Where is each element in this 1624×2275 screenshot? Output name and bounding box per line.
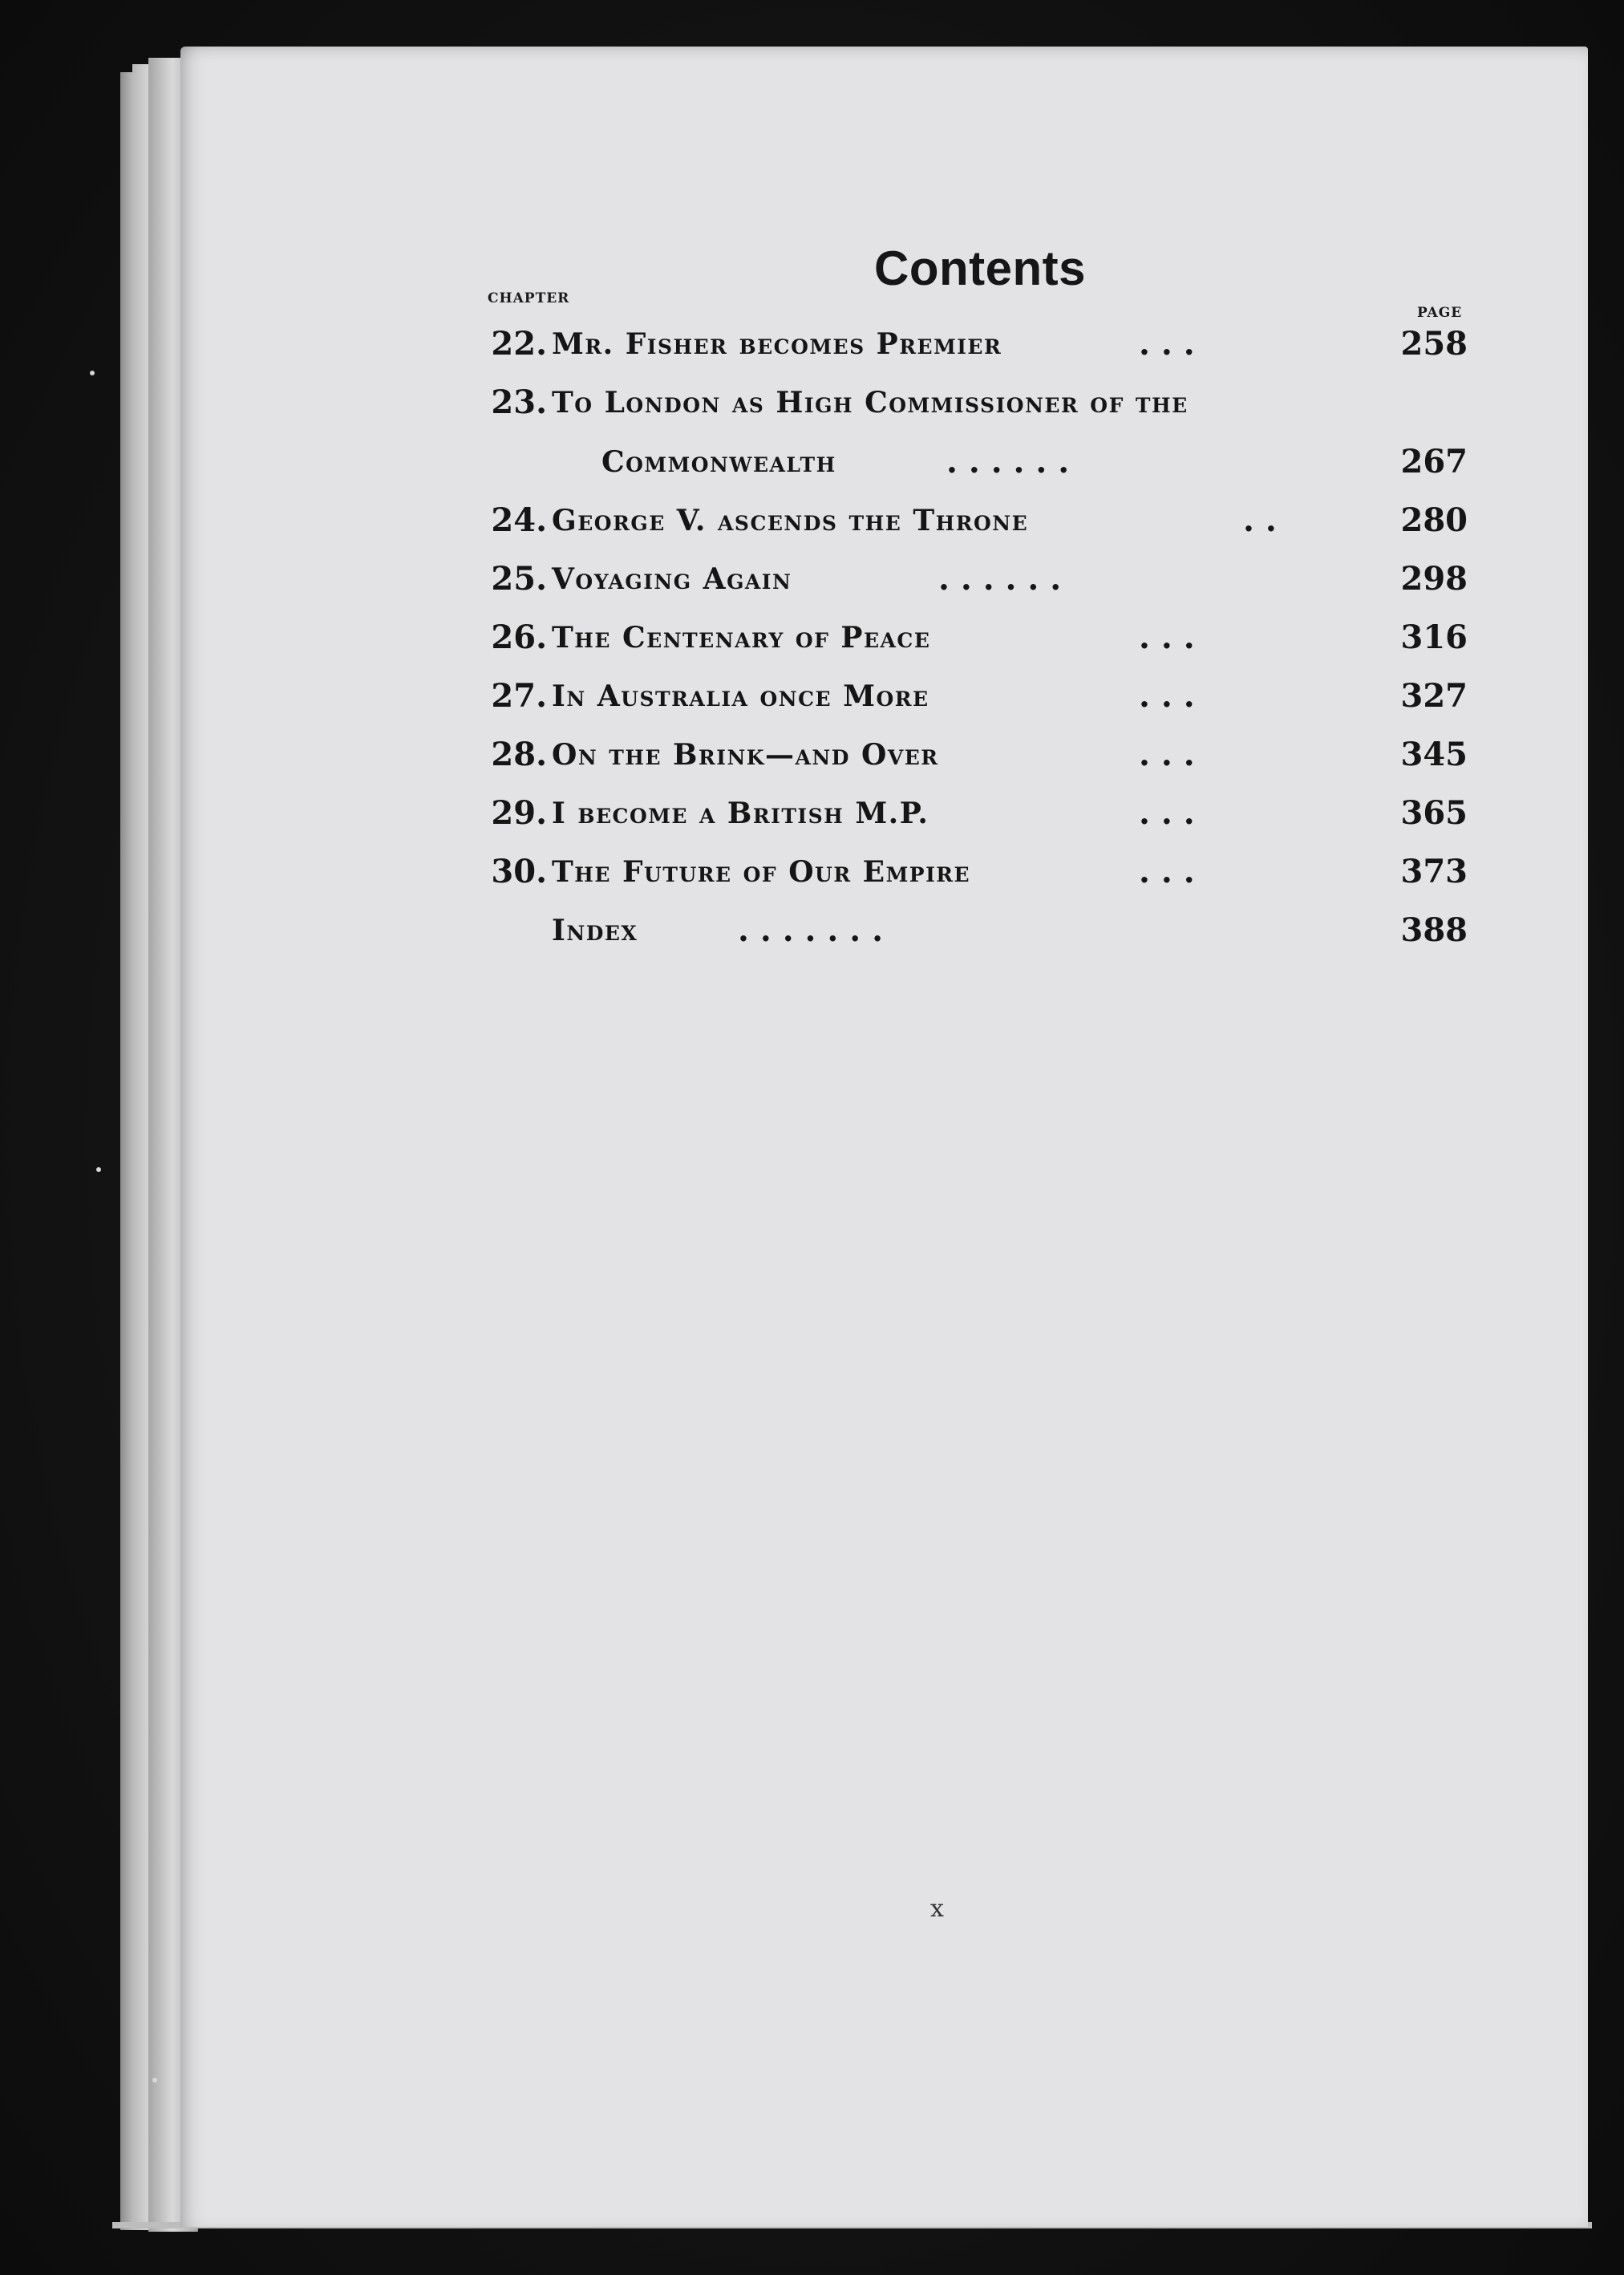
toc-entry [473, 501, 1468, 551]
page-number: 298 [1400, 560, 1468, 598]
chapter-number: 23. [491, 383, 547, 421]
page-number: 316 [1400, 618, 1468, 656]
toc-entry [473, 677, 1468, 727]
scan-speck [96, 1167, 101, 1172]
dot-leader: . . . . . . . [738, 911, 884, 949]
page-number: 365 [1400, 794, 1468, 832]
chapter-title: Mr. Fisher becomes Premier [552, 327, 1002, 361]
chapter-number: 28. [491, 736, 547, 773]
page-number: 258 [1400, 325, 1468, 363]
page-number: 267 [1400, 443, 1468, 481]
toc-entry [473, 618, 1468, 668]
page-number: 327 [1400, 677, 1468, 715]
chapter-number: 22. [491, 325, 547, 363]
chapter-number: 29. [491, 794, 547, 832]
page-column-label: PAGE [1417, 305, 1463, 321]
dot-leader: . . . . . . [938, 560, 1062, 598]
chapter-title: Index [552, 914, 638, 947]
page-number: 345 [1400, 736, 1468, 773]
chapter-number: 25. [491, 560, 547, 598]
dot-leader: . . . [1139, 677, 1195, 715]
toc-entry [473, 443, 1468, 493]
chapter-title: George V. ascends the Throne [552, 504, 1029, 537]
page-folio: x [930, 1895, 944, 1923]
toc-entry [473, 736, 1468, 785]
chapter-title: Commonwealth [601, 445, 836, 479]
dot-leader: . . . [1139, 325, 1195, 363]
toc-entry [473, 383, 1468, 433]
toc-entry [473, 794, 1468, 844]
dot-leader: . . [1243, 501, 1277, 539]
chapter-title: Voyaging Again [552, 562, 792, 596]
chapter-number: 30. [491, 853, 547, 890]
chapter-title: I become a British M.P. [552, 797, 929, 830]
toc-entry [473, 325, 1468, 375]
page-number: 280 [1400, 501, 1468, 539]
toc-entry [473, 911, 1468, 961]
chapter-title: To London as High Commissioner of the [552, 386, 1189, 420]
toc-entry [473, 560, 1468, 610]
dot-leader: . . . [1139, 794, 1195, 832]
chapter-column-label: CHAPTER [488, 290, 570, 306]
page-title: Contents [874, 241, 1086, 295]
chapter-title: The Centenary of Peace [552, 621, 931, 655]
chapter-number: 24. [491, 501, 547, 539]
scan-speck [90, 371, 95, 375]
toc-entry [473, 853, 1468, 902]
chapter-title: On the Brink—and Over [552, 738, 939, 772]
page-number: 373 [1400, 853, 1468, 890]
chapter-number: 27. [491, 677, 547, 715]
chapter-title: In Australia once More [552, 679, 929, 713]
page-number: 388 [1400, 911, 1468, 949]
dot-leader: . . . . . . [946, 443, 1070, 481]
chapter-number: 26. [491, 618, 547, 656]
scan-speck [152, 2078, 157, 2082]
dot-leader: . . . [1139, 736, 1195, 773]
dot-leader: . . . [1139, 853, 1195, 890]
chapter-title: The Future of Our Empire [552, 855, 971, 889]
dot-leader: . . . [1139, 618, 1195, 656]
